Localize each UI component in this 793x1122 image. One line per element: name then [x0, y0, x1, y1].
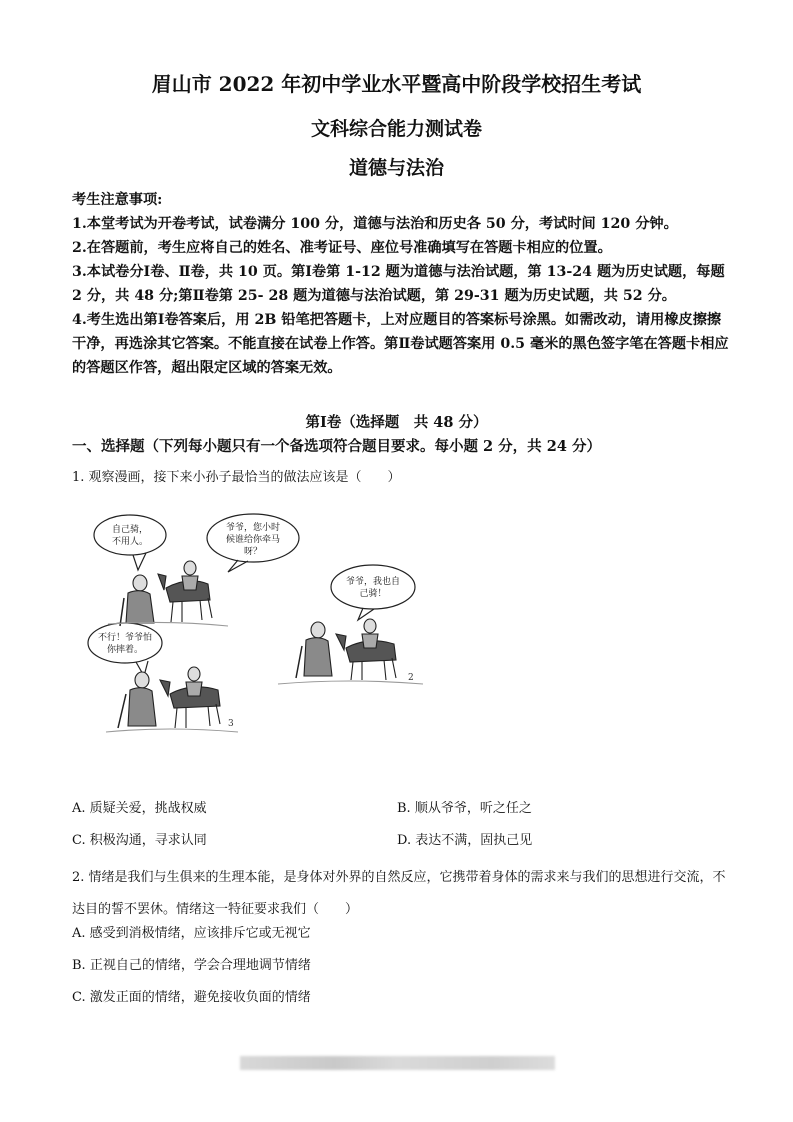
exam-subtitle: 文科综合能力测试卷 [310, 118, 482, 140]
question-2-stem: 2. 情绪是我们与生俱来的生理本能，是身体对外界的自然反应，它携带着身体的需求来与我们的思想进行交流，不达目的誓不罢休。情绪这一特征要求我们（ ） [72, 870, 726, 917]
bubble-4-line: 你摔着。 [106, 645, 144, 655]
bubble-2-line: 候谁给你牵马 [225, 535, 281, 545]
note-item: 3.本试卷分Ⅰ卷、Ⅱ卷，共 10 页。第Ⅰ卷第 1-12 题为道德与法治试题，第 13-24 题为历史试题，每题 2 分，共 48 分;第Ⅱ卷第 25- 28 题为道德与法治试题，第 29-31 题为历史试题，共 52 分。 [72, 264, 725, 304]
section-title: 第Ⅰ卷（选择题 共 48 分） [305, 414, 488, 431]
bubble-1-line: 自己骑， [111, 525, 149, 535]
q1-option-d: D. 表达不满，固执己见 [397, 833, 533, 848]
bubble-1-line: 不用人。 [111, 537, 149, 547]
comic-illustration [78, 498, 438, 748]
question-1-stem: 1. 观察漫画，接下来小孙子最恰当的做法应该是（ ） [72, 470, 401, 485]
note-item: 2.在答题前，考生应将自己的姓名、准考证号、座位号准确填写在答题卡相应的位置。 [72, 240, 612, 256]
note-item: 1.本堂考试为开卷考试，试卷满分 100 分，道德与法治和历史各 50 分，考试时间 120 分钟。 [72, 216, 678, 232]
q2-option-b: B. 正视自己的情绪，学会合理地调节情绪 [72, 958, 311, 973]
panel-2-number: 2 [408, 673, 414, 683]
note-item: 4.考生选出第Ⅰ卷答案后，用 2B 铅笔把答题卡，上对应题目的答案标号涂黑。如需改动，请用橡皮擦擦干净，再选涂其它答案。不能直接在试卷上作答。第Ⅱ卷试题答案用 0.5 毫米的黑色签字笔在答题卡相应的答题区作答，超出限定区域的答案无效。 [72, 312, 729, 376]
blurred-footer [240, 1056, 555, 1070]
speech-bubble-3 [331, 565, 415, 609]
notes-heading: 考生注意事项: [72, 192, 163, 208]
part-title: 一、选择题（下列每小题只有一个备选项符合题目要求。每小题 2 分，共 24 分） [72, 438, 601, 455]
comic-panel-3 [106, 667, 238, 732]
bubble-2-line: 爷爷，您小时 [225, 523, 281, 533]
subject-title: 道德与法治 [348, 157, 444, 179]
bubble-4-line: 不行！爷爷怕 [97, 633, 153, 643]
bubble-3-line: 己骑！ [359, 589, 387, 599]
q1-option-a: A. 质疑关爱，挑战权威 [72, 801, 207, 816]
q2-option-c: C. 激发正面的情绪，避免接收负面的情绪 [72, 990, 311, 1005]
comic-panel-2 [278, 619, 423, 684]
q2-option-a: A. 感受到消极情绪，应该排斥它或无视它 [72, 926, 311, 941]
q1-option-b: B. 顺从爷爷，听之任之 [397, 801, 532, 816]
q1-option-c: C. 积极沟通，寻求认同 [72, 833, 207, 848]
panel-3-number: 3 [228, 719, 234, 729]
speech-bubble-1 [94, 515, 166, 555]
bubble-3-line: 爷爷，我也自 [345, 577, 401, 587]
comic-panel-1 [108, 561, 228, 626]
exam-notes [72, 188, 732, 380]
bubble-2-line: 呀？ [243, 547, 263, 557]
exam-title: 眉山市 2022 年初中学业水平暨高中阶段学校招生考试 [151, 72, 642, 96]
speech-bubble-4 [88, 623, 162, 663]
